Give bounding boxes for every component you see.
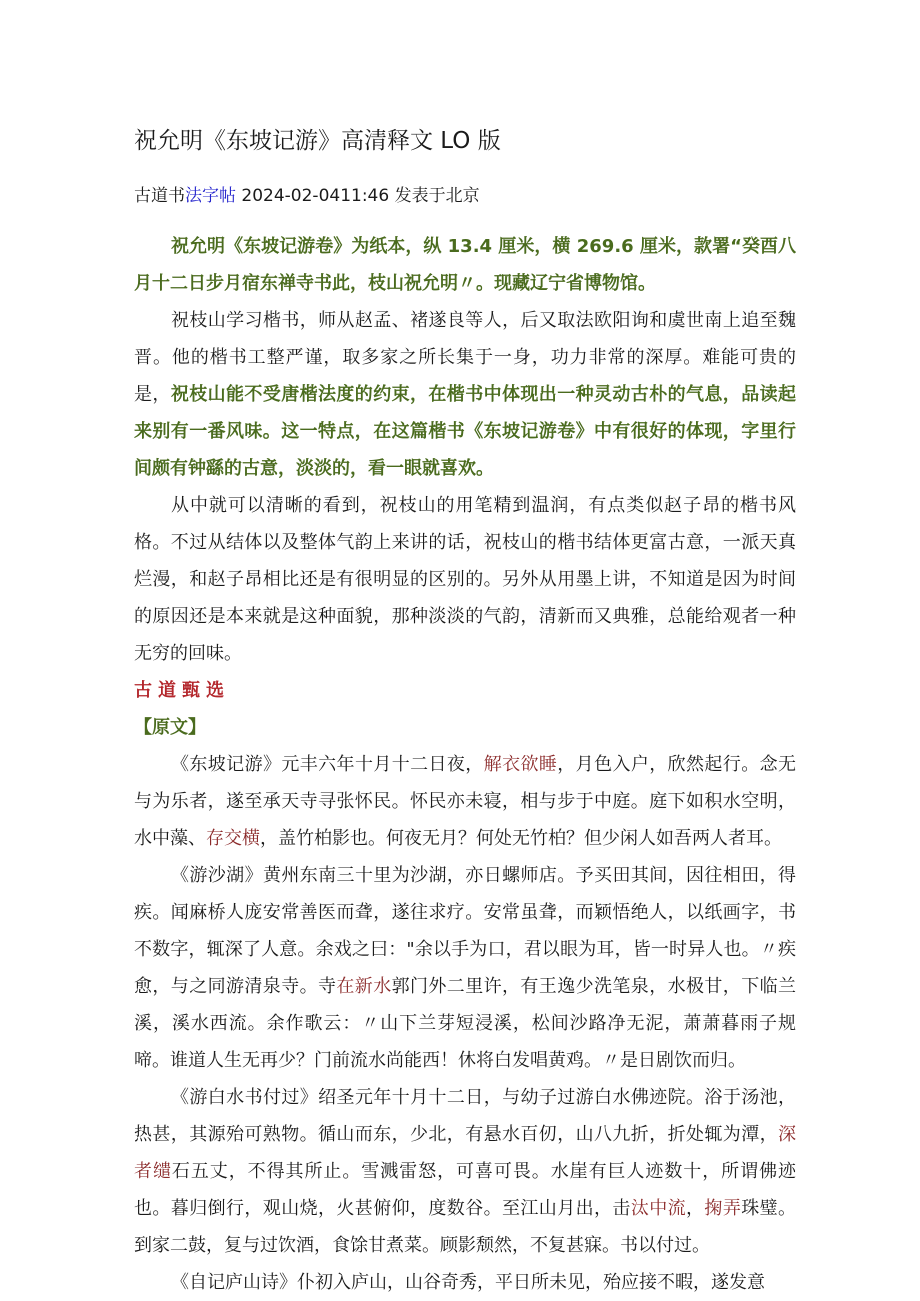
text-paragraph-3 xyxy=(134,1079,796,1264)
highlight-phrase: 深者缱 xyxy=(134,1124,796,1182)
post-location: 发表于北京 xyxy=(394,186,480,206)
category-link[interactable]: 法字帖 xyxy=(185,186,236,206)
text-paragraph-4: 《自记庐山诗》仆初入庐山，山谷奇秀，平日所未见，殆应接不暇，遂发意 xyxy=(171,1272,765,1293)
text-paragraph-2 xyxy=(134,857,796,1079)
analysis-highlight: 祝枝山能不受唐楷法度的约束，在楷书中体现出一种灵动古朴的气息，品读起来别有一番风味。这一特点，在这篇楷书《东坡记游卷》中有很好的体现，字里行间颇有钟繇的古意，淡淡的，看一眼就喜欢。 xyxy=(134,384,797,479)
text-part: 《东坡记游》元丰六年十月十二日夜， xyxy=(171,754,484,775)
post-datetime: 2024-02-0411:46 xyxy=(241,186,390,206)
meta-prefix: 古道书 xyxy=(134,186,185,206)
highlight-phrase: 存交横 xyxy=(206,828,260,849)
analysis-paragraph-1 xyxy=(134,302,796,487)
highlight-phrase: 掬弄 xyxy=(704,1198,742,1219)
page-title: 祝允明《东坡记游》高清释文 LO 版 xyxy=(134,128,501,154)
highlight-phrase: 汰中流 xyxy=(630,1198,687,1219)
text-part: 《游沙湖》黄州东南三十里为沙湖，亦日螺师店。予买田其间，因往相田，得疾。闻麻桥人庞安常善医而聋，遂往求疗。安常虽聋，而颖悟绝人，以纸画字，书不数字，辄深了人意。余戏之曰："余以手为口，君以眼为耳，皆一时异人也。〃疾愈，与之同游清泉寺。寺 xyxy=(134,865,796,997)
text-part: 珠璧。到家二鼓，复与过饮酒，食馀甘煮菜。顾影颓然，不复甚寐。书以付过。 xyxy=(134,1198,797,1256)
analysis-text: 祝枝山学习楷书，师从赵孟、褚遂良等人，后又取法欧阳询和虞世南上追至魏晋。他的楷书工整严谨，取多家之所长集于一身，功力非常的深厚。难能可贵的是， xyxy=(134,310,796,405)
analysis-paragraph-2: 从中就可以清晰的看到，祝枝山的用笔精到温润，有点类似赵子昂的楷书风格。不过从结体以及整体气韵上来讲的话，祝枝山的楷书结体更富古意，一派天真烂漫，和赵子昂相比还是有很明显的区别的。另外从用墨上讲，不知道是因为时间的原因还是本来就是这种面貌，那种淡淡的气韵，清新而又典雅，总能给观者一种无穷的回味。 xyxy=(134,495,796,664)
article-body xyxy=(134,228,796,1301)
text-part: ，月色入户，欣然起行。念无与为乐者，遂至承天寺寻张怀民。怀民亦未寝，相与步于中庭。庭下如积水空明，水中藻、 xyxy=(134,754,797,849)
section-title: 【原文】 xyxy=(134,717,206,738)
intro-paragraph: 祝允明《东坡记游卷》为纸本，纵 13.4 厘米，横 269.6 厘米，款署“癸酉八月十二日步月宿东禅寺书此，枝山祝允明〃。现藏辽宁省博物馆。 xyxy=(134,236,796,294)
text-part: ，盖竹柏影也。何夜无月？何处无竹柏？但少闲人如吾两人者耳。 xyxy=(260,828,782,849)
post-meta xyxy=(134,180,480,212)
text-part: ， xyxy=(686,1198,705,1219)
text-paragraph-1 xyxy=(134,746,796,857)
text-part: 《游白水书付过》绍圣元年十月十二日，与幼子过游白水佛迹院。浴于汤池，热甚，其源殆可熟物。循山而东，少北，有悬水百仞，山八九折，折处辄为潭， xyxy=(134,1087,796,1145)
highlight-phrase: 解衣欲睡 xyxy=(483,754,558,775)
text-part: 石五丈，不得其所止。雪溅雷怒，可喜可畏。水崖有巨人迹数十，所谓佛迹也。暮归倒行，观山烧，火甚俯仰，度数谷。至江山月出，击 xyxy=(134,1161,797,1219)
text-part: 郭门外二里许，有王逸少洗笔泉，水极甘，下临兰溪，溪水西流。余作歌云：〃山下兰芽短浸溪，松间沙路净无泥，萧萧暮雨子规啼。谁道人生无再少？门前流水尚能西！休将白发唱黄鸡。〃是日剧饮而归。 xyxy=(134,976,797,1071)
highlight-phrase: 在新水 xyxy=(336,976,392,997)
signature: 古道甄选 xyxy=(134,680,230,701)
